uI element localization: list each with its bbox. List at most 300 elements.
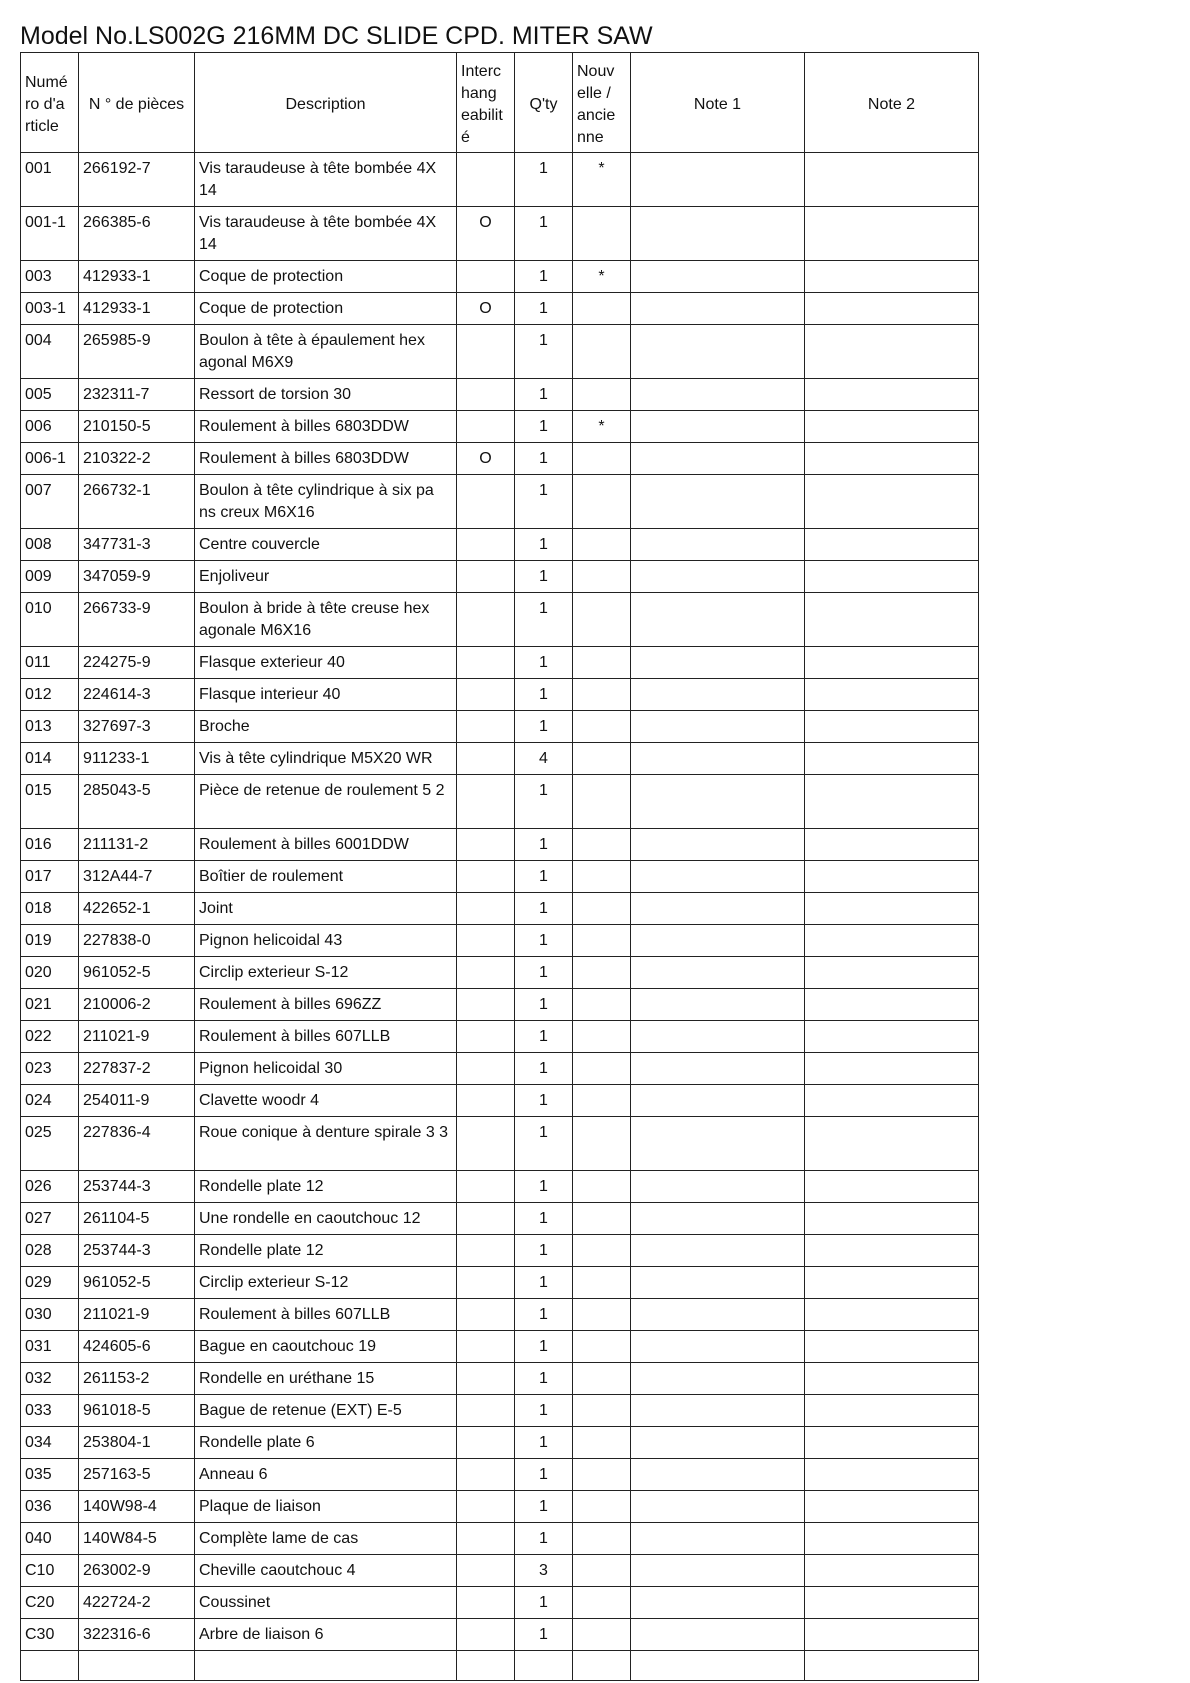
header-note-1: Note 1 [631, 53, 805, 153]
cell-new-old [573, 1021, 631, 1053]
table-row-empty [21, 1651, 979, 1681]
cell-new-old [573, 1117, 631, 1171]
cell-part-number: 210150-5 [79, 411, 195, 443]
cell-new-old [573, 647, 631, 679]
table-row [21, 957, 979, 989]
cell-interchangeability: O [457, 293, 515, 325]
cell-note-2 [805, 1459, 979, 1491]
cell-new-old [573, 1523, 631, 1555]
cell-note-1 [631, 379, 805, 411]
cell-quantity: 1 [515, 475, 573, 529]
cell-note-1 [631, 1085, 805, 1117]
cell-interchangeability [457, 1363, 515, 1395]
table-row [21, 647, 979, 679]
cell-interchangeability [457, 261, 515, 293]
cell-part-number: 265985-9 [79, 325, 195, 379]
cell-new-old [573, 207, 631, 261]
cell-part-number: 412933-1 [79, 261, 195, 293]
cell-new-old: * [573, 261, 631, 293]
cell-interchangeability [457, 1427, 515, 1459]
cell-interchangeability [457, 475, 515, 529]
cell-note-1 [631, 207, 805, 261]
table-row [21, 1331, 979, 1363]
cell-part-number: 266733-9 [79, 593, 195, 647]
table-row [21, 561, 979, 593]
cell-item-number: 003-1 [21, 293, 79, 325]
cell-interchangeability [457, 1171, 515, 1203]
cell-new-old [573, 1587, 631, 1619]
table-row [21, 1395, 979, 1427]
cell-part-number: 422652-1 [79, 893, 195, 925]
cell-description: Circlip exterieur S-12 [195, 1267, 457, 1299]
header-quantity: Q'ty [515, 53, 573, 153]
table-row [21, 261, 979, 293]
cell-note-2 [805, 529, 979, 561]
cell-part-number: 911233-1 [79, 743, 195, 775]
empty-cell [457, 1651, 515, 1681]
cell-note-2 [805, 1363, 979, 1395]
cell-new-old [573, 893, 631, 925]
table-row [21, 293, 979, 325]
cell-interchangeability [457, 1235, 515, 1267]
cell-part-number: 266192-7 [79, 153, 195, 207]
cell-item-number: 007 [21, 475, 79, 529]
cell-note-1 [631, 443, 805, 475]
cell-new-old [573, 1491, 631, 1523]
cell-note-2 [805, 957, 979, 989]
cell-quantity: 1 [515, 1459, 573, 1491]
cell-description: Joint [195, 893, 457, 925]
table-row [21, 1085, 979, 1117]
cell-description: Ressort de torsion 30 [195, 379, 457, 411]
cell-interchangeability [457, 829, 515, 861]
cell-new-old [573, 1555, 631, 1587]
cell-description: Complète lame de cas [195, 1523, 457, 1555]
header-interchangeability: Interc hang eabilit é [457, 53, 515, 153]
cell-interchangeability [457, 989, 515, 1021]
cell-interchangeability [457, 1587, 515, 1619]
cell-item-number: 021 [21, 989, 79, 1021]
cell-interchangeability [457, 743, 515, 775]
cell-note-2 [805, 293, 979, 325]
cell-note-2 [805, 1053, 979, 1085]
cell-item-number: 012 [21, 679, 79, 711]
cell-new-old [573, 957, 631, 989]
cell-note-2 [805, 561, 979, 593]
cell-quantity: 1 [515, 561, 573, 593]
cell-note-2 [805, 1203, 979, 1235]
cell-description: Centre couvercle [195, 529, 457, 561]
cell-note-1 [631, 1021, 805, 1053]
cell-item-number: 025 [21, 1117, 79, 1171]
cell-item-number: 031 [21, 1331, 79, 1363]
cell-quantity: 1 [515, 1021, 573, 1053]
cell-interchangeability [457, 1299, 515, 1331]
cell-description: Arbre de liaison 6 [195, 1619, 457, 1651]
cell-note-2 [805, 1267, 979, 1299]
cell-new-old: * [573, 411, 631, 443]
cell-note-2 [805, 1427, 979, 1459]
cell-item-number: 017 [21, 861, 79, 893]
cell-quantity: 4 [515, 743, 573, 775]
cell-note-2 [805, 1299, 979, 1331]
cell-interchangeability [457, 1491, 515, 1523]
cell-description: Circlip exterieur S-12 [195, 957, 457, 989]
cell-description: Broche [195, 711, 457, 743]
cell-note-2 [805, 1021, 979, 1053]
cell-part-number: 961018-5 [79, 1395, 195, 1427]
cell-quantity: 1 [515, 925, 573, 957]
cell-note-2 [805, 593, 979, 647]
cell-quantity: 1 [515, 1117, 573, 1171]
cell-new-old [573, 1395, 631, 1427]
cell-note-1 [631, 647, 805, 679]
cell-new-old [573, 379, 631, 411]
cell-interchangeability [457, 411, 515, 443]
table-row [21, 1587, 979, 1619]
cell-description: Coque de protection [195, 261, 457, 293]
cell-note-2 [805, 1619, 979, 1651]
empty-cell [79, 1651, 195, 1681]
cell-item-number: 027 [21, 1203, 79, 1235]
cell-note-1 [631, 1299, 805, 1331]
cell-description: Boulon à tête cylindrique à six pa ns creux M6X16 [195, 475, 457, 529]
table-row [21, 153, 979, 207]
table-row [21, 207, 979, 261]
table-row [21, 1267, 979, 1299]
cell-quantity: 1 [515, 1619, 573, 1651]
cell-note-2 [805, 379, 979, 411]
cell-new-old [573, 1363, 631, 1395]
cell-description: Coussinet [195, 1587, 457, 1619]
cell-interchangeability [457, 529, 515, 561]
table-row [21, 861, 979, 893]
cell-part-number: 210322-2 [79, 443, 195, 475]
cell-part-number: 312A44-7 [79, 861, 195, 893]
cell-note-1 [631, 1267, 805, 1299]
cell-part-number: 263002-9 [79, 1555, 195, 1587]
cell-item-number: 010 [21, 593, 79, 647]
cell-quantity: 1 [515, 379, 573, 411]
header-new-old: Nouv elle / ancie nne [573, 53, 631, 153]
cell-note-1 [631, 743, 805, 775]
cell-part-number: 140W84-5 [79, 1523, 195, 1555]
empty-cell [195, 1651, 457, 1681]
cell-item-number: 011 [21, 647, 79, 679]
cell-part-number: 210006-2 [79, 989, 195, 1021]
cell-part-number: 232311-7 [79, 379, 195, 411]
header-note-2: Note 2 [805, 53, 979, 153]
cell-part-number: 961052-5 [79, 1267, 195, 1299]
cell-item-number: 034 [21, 1427, 79, 1459]
cell-quantity: 1 [515, 957, 573, 989]
cell-item-number: 001 [21, 153, 79, 207]
cell-quantity: 1 [515, 775, 573, 829]
header-item-number: Numé ro d'a rticle [21, 53, 79, 153]
cell-interchangeability [457, 1523, 515, 1555]
cell-description: Vis à tête cylindrique M5X20 WR [195, 743, 457, 775]
cell-interchangeability [457, 1619, 515, 1651]
cell-description: Rondelle en uréthane 15 [195, 1363, 457, 1395]
cell-new-old [573, 1171, 631, 1203]
cell-description: Boulon à tête à épaulement hex agonal M6X9 [195, 325, 457, 379]
cell-new-old [573, 743, 631, 775]
cell-quantity: 1 [515, 443, 573, 475]
cell-interchangeability [457, 1203, 515, 1235]
cell-part-number: 211021-9 [79, 1021, 195, 1053]
cell-item-number: 020 [21, 957, 79, 989]
empty-cell [21, 1651, 79, 1681]
cell-note-1 [631, 1395, 805, 1427]
cell-part-number: 254011-9 [79, 1085, 195, 1117]
table-row [21, 1363, 979, 1395]
cell-description: Pignon helicoidal 43 [195, 925, 457, 957]
cell-description: Clavette woodr 4 [195, 1085, 457, 1117]
cell-quantity: 1 [515, 207, 573, 261]
cell-item-number: 026 [21, 1171, 79, 1203]
cell-item-number: 029 [21, 1267, 79, 1299]
table-row [21, 989, 979, 1021]
cell-item-number: C30 [21, 1619, 79, 1651]
cell-note-1 [631, 957, 805, 989]
table-row [21, 475, 979, 529]
cell-note-2 [805, 829, 979, 861]
cell-interchangeability [457, 775, 515, 829]
header-part-number: N ° de pièces [79, 53, 195, 153]
cell-quantity: 1 [515, 1395, 573, 1427]
cell-note-2 [805, 1331, 979, 1363]
cell-new-old [573, 443, 631, 475]
cell-new-old [573, 775, 631, 829]
cell-part-number: 257163-5 [79, 1459, 195, 1491]
cell-note-2 [805, 325, 979, 379]
table-row [21, 529, 979, 561]
cell-note-2 [805, 679, 979, 711]
cell-part-number: 211021-9 [79, 1299, 195, 1331]
cell-interchangeability [457, 679, 515, 711]
cell-new-old [573, 475, 631, 529]
cell-description: Flasque exterieur 40 [195, 647, 457, 679]
cell-note-2 [805, 475, 979, 529]
cell-new-old [573, 829, 631, 861]
table-row [21, 925, 979, 957]
cell-new-old [573, 1331, 631, 1363]
cell-interchangeability [457, 1459, 515, 1491]
document-title: Model No.LS002G 216MM DC SLIDE CPD. MITER SAW [20, 22, 653, 50]
cell-note-2 [805, 893, 979, 925]
cell-part-number: 227836-4 [79, 1117, 195, 1171]
cell-note-2 [805, 1491, 979, 1523]
cell-quantity: 1 [515, 325, 573, 379]
cell-quantity: 1 [515, 861, 573, 893]
cell-interchangeability [457, 925, 515, 957]
cell-item-number: C10 [21, 1555, 79, 1587]
cell-description: Roulement à billes 607LLB [195, 1021, 457, 1053]
table-row [21, 1427, 979, 1459]
cell-quantity: 1 [515, 1491, 573, 1523]
cell-item-number: 013 [21, 711, 79, 743]
cell-interchangeability [457, 1021, 515, 1053]
cell-note-1 [631, 829, 805, 861]
cell-quantity: 3 [515, 1555, 573, 1587]
cell-item-number: 030 [21, 1299, 79, 1331]
cell-new-old [573, 593, 631, 647]
cell-item-number: 015 [21, 775, 79, 829]
cell-interchangeability [457, 561, 515, 593]
cell-note-1 [631, 989, 805, 1021]
cell-description: Vis taraudeuse à tête bombée 4X 14 [195, 153, 457, 207]
cell-interchangeability [457, 1085, 515, 1117]
cell-description: Roulement à billes 607LLB [195, 1299, 457, 1331]
cell-item-number: 022 [21, 1021, 79, 1053]
cell-part-number: 347731-3 [79, 529, 195, 561]
cell-new-old [573, 679, 631, 711]
cell-description: Pièce de retenue de roulement 5 2 [195, 775, 457, 829]
cell-quantity: 1 [515, 1363, 573, 1395]
cell-item-number: 040 [21, 1523, 79, 1555]
table-row [21, 593, 979, 647]
cell-note-2 [805, 411, 979, 443]
cell-note-2 [805, 1555, 979, 1587]
cell-quantity: 1 [515, 1587, 573, 1619]
cell-part-number: 266385-6 [79, 207, 195, 261]
cell-note-1 [631, 593, 805, 647]
cell-note-1 [631, 679, 805, 711]
cell-quantity: 1 [515, 153, 573, 207]
cell-description: Anneau 6 [195, 1459, 457, 1491]
cell-description: Flasque interieur 40 [195, 679, 457, 711]
cell-note-1 [631, 261, 805, 293]
table-row [21, 1619, 979, 1651]
table-row [21, 1299, 979, 1331]
cell-part-number: 424605-6 [79, 1331, 195, 1363]
cell-quantity: 1 [515, 1523, 573, 1555]
cell-new-old [573, 325, 631, 379]
cell-quantity: 1 [515, 1203, 573, 1235]
table-row [21, 1021, 979, 1053]
table-row [21, 743, 979, 775]
table-row [21, 1171, 979, 1203]
cell-note-2 [805, 1523, 979, 1555]
table-row [21, 379, 979, 411]
cell-item-number: 014 [21, 743, 79, 775]
cell-interchangeability [457, 153, 515, 207]
cell-interchangeability [457, 593, 515, 647]
cell-part-number: 327697-3 [79, 711, 195, 743]
cell-part-number: 285043-5 [79, 775, 195, 829]
cell-description: Enjoliveur [195, 561, 457, 593]
cell-note-2 [805, 443, 979, 475]
cell-item-number: 023 [21, 1053, 79, 1085]
cell-note-1 [631, 1363, 805, 1395]
cell-description: Bague en caoutchouc 19 [195, 1331, 457, 1363]
cell-new-old [573, 711, 631, 743]
cell-description: Pignon helicoidal 30 [195, 1053, 457, 1085]
cell-part-number: 322316-6 [79, 1619, 195, 1651]
cell-item-number: 003 [21, 261, 79, 293]
cell-note-1 [631, 325, 805, 379]
cell-quantity: 1 [515, 411, 573, 443]
table-body [21, 153, 979, 1681]
cell-quantity: 1 [515, 529, 573, 561]
cell-note-1 [631, 1171, 805, 1203]
cell-description: Cheville caoutchouc 4 [195, 1555, 457, 1587]
cell-part-number: 266732-1 [79, 475, 195, 529]
cell-note-2 [805, 1235, 979, 1267]
cell-quantity: 1 [515, 1171, 573, 1203]
cell-interchangeability [457, 325, 515, 379]
table-row [21, 1459, 979, 1491]
table-header-row [21, 53, 979, 153]
cell-part-number: 261153-2 [79, 1363, 195, 1395]
cell-new-old [573, 1459, 631, 1491]
empty-cell [573, 1651, 631, 1681]
cell-note-1 [631, 529, 805, 561]
cell-description: Coque de protection [195, 293, 457, 325]
cell-note-1 [631, 1235, 805, 1267]
cell-note-1 [631, 1587, 805, 1619]
cell-quantity: 1 [515, 711, 573, 743]
cell-description: Bague de retenue (EXT) E-5 [195, 1395, 457, 1427]
cell-note-1 [631, 475, 805, 529]
cell-item-number: 036 [21, 1491, 79, 1523]
cell-item-number: C20 [21, 1587, 79, 1619]
cell-note-2 [805, 743, 979, 775]
cell-note-1 [631, 293, 805, 325]
cell-description: Rondelle plate 6 [195, 1427, 457, 1459]
cell-quantity: 1 [515, 293, 573, 325]
cell-note-1 [631, 1427, 805, 1459]
cell-note-1 [631, 1555, 805, 1587]
cell-part-number: 961052-5 [79, 957, 195, 989]
cell-note-2 [805, 1171, 979, 1203]
cell-quantity: 1 [515, 1331, 573, 1363]
cell-note-1 [631, 1331, 805, 1363]
cell-note-1 [631, 153, 805, 207]
cell-note-1 [631, 711, 805, 743]
cell-description: Vis taraudeuse à tête bombée 4X 14 [195, 207, 457, 261]
cell-note-2 [805, 1117, 979, 1171]
cell-note-2 [805, 861, 979, 893]
cell-note-1 [631, 1459, 805, 1491]
cell-quantity: 1 [515, 593, 573, 647]
cell-description: Rondelle plate 12 [195, 1171, 457, 1203]
cell-note-1 [631, 1203, 805, 1235]
header-description: Description [195, 53, 457, 153]
cell-part-number: 347059-9 [79, 561, 195, 593]
cell-new-old [573, 561, 631, 593]
cell-item-number: 009 [21, 561, 79, 593]
cell-part-number: 261104-5 [79, 1203, 195, 1235]
cell-item-number: 008 [21, 529, 79, 561]
cell-description: Roulement à billes 6001DDW [195, 829, 457, 861]
cell-note-1 [631, 893, 805, 925]
cell-note-1 [631, 1053, 805, 1085]
cell-part-number: 253744-3 [79, 1171, 195, 1203]
cell-note-2 [805, 711, 979, 743]
cell-item-number: 004 [21, 325, 79, 379]
cell-note-2 [805, 1085, 979, 1117]
cell-quantity: 1 [515, 647, 573, 679]
cell-quantity: 1 [515, 989, 573, 1021]
cell-item-number: 001-1 [21, 207, 79, 261]
cell-note-2 [805, 989, 979, 1021]
cell-quantity: 1 [515, 829, 573, 861]
cell-interchangeability [457, 711, 515, 743]
cell-new-old [573, 1085, 631, 1117]
cell-quantity: 1 [515, 261, 573, 293]
cell-quantity: 1 [515, 1235, 573, 1267]
